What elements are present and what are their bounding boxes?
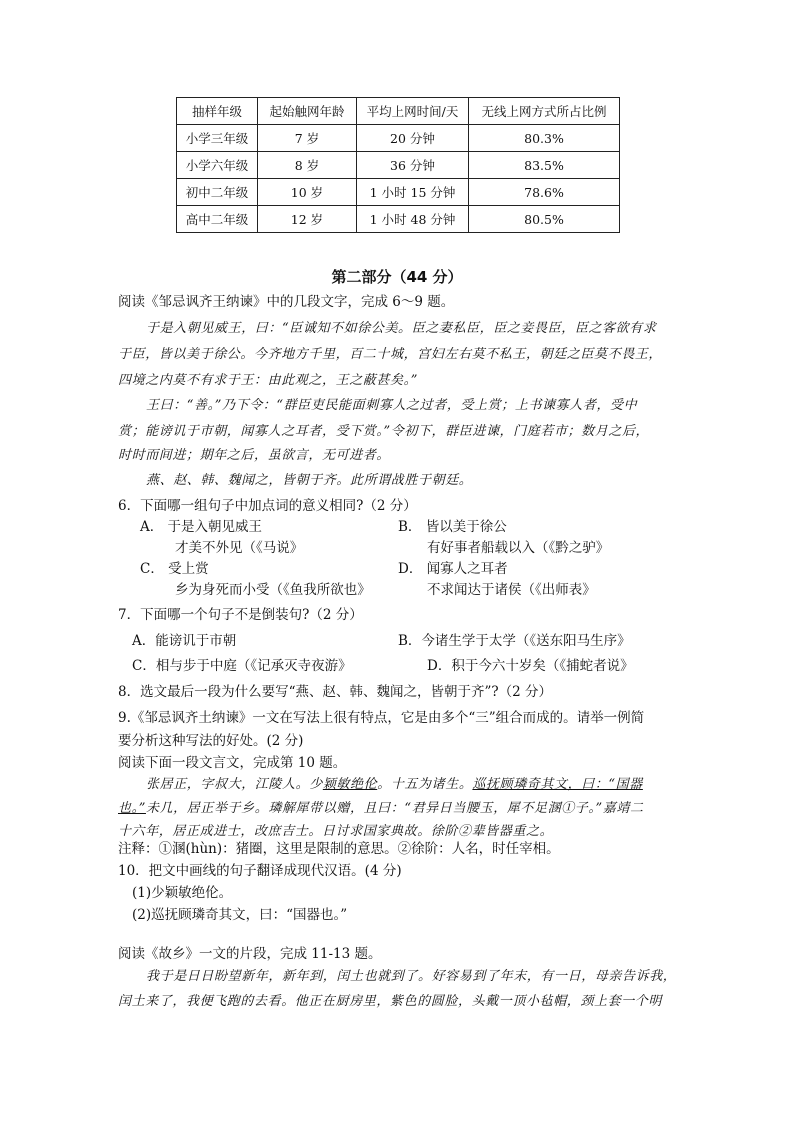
table-header: 平均上网时间/天 — [357, 98, 469, 125]
question-7: 7．下面哪一个句子不是倒装句?（2 分） — [118, 607, 363, 623]
survey-table — [176, 97, 620, 233]
table-cell: 36 分钟 — [357, 152, 469, 179]
underlined-sentence: 巡抚顾璘奇其文，曰：“国器 — [472, 777, 643, 792]
table-header: 抽样年级 — [177, 98, 258, 125]
classical-passage-line — [146, 776, 643, 794]
passage-line: 于是入朝见威王，曰：“臣诚知不如徐公美。臣之妻私臣，臣之妾畏臣，臣之客欲有求 — [146, 321, 657, 336]
question-9: 9.《邹忌讽齐土纳谏》一文在写法上很有特点，它是由多个“三”组合而成的。请举一例简 — [118, 710, 645, 726]
question-8: 8．选文最后一段为什么要写“燕、赵、韩、魏闻之，皆朝于齐”?（2 分） — [118, 684, 553, 700]
q10-sentence-1: (1)少颖敏绝伦。 — [132, 885, 233, 901]
table-row — [177, 125, 620, 152]
q6-option-a: A． 于是入朝见威王 — [140, 519, 263, 535]
table-cell: 初中二年级 — [177, 179, 258, 206]
q6-option-c: C． 受上赏 — [140, 561, 209, 577]
passage-text: 张居正，字叔大，江陵人。少 — [146, 777, 323, 792]
q6-option-b-ref: 有好事者船载以入（《黔之驴》 — [427, 540, 610, 556]
passage-text: 未几，居正举于乡。璘解犀带以赠，且曰：“君异日当腰玉，犀不足溷①子。”嘉靖二 — [145, 801, 644, 816]
passage-line: 于臣，皆以美于徐公。今齐地方千里，百二十城，宫妇左右莫不私王，朝廷之臣莫不畏王， — [118, 347, 663, 362]
table-cell: 8 岁 — [258, 152, 357, 179]
q6-option-d-ref: 不求闻达于诸侯（《出师表》 — [427, 582, 596, 598]
section-title: 第二部分（44 分） — [331, 268, 463, 286]
table-cell: 小学六年级 — [177, 152, 258, 179]
passage-line: 王曰：“善。”乃下令：“群臣吏民能面刺寡人之过者，受上赏；上书谏寡人者，受中 — [146, 398, 638, 413]
q6-option-b: B． 皆以美于徐公 — [398, 519, 507, 535]
table-row — [177, 152, 620, 179]
table-header: 起始触网年龄 — [258, 98, 357, 125]
table-cell: 78.6% — [469, 179, 620, 206]
annotation-note: 注释：①溷(hùn)：猪圈，这里是限制的意思。②徐阶：人名，时任宰相。 — [118, 841, 560, 857]
table-header-row — [177, 98, 620, 125]
table-cell: 10 岁 — [258, 179, 357, 206]
table-row — [177, 179, 620, 206]
q7-option-a: A．能谤讥于市朝 — [132, 633, 237, 649]
q10-sentence-2: (2)巡抚顾璘奇其文，曰：“国器也。” — [132, 907, 348, 923]
table-cell: 1 小时 48 分钟 — [357, 206, 469, 233]
q7-option-d: D．积于今六十岁矣（《捕蛇者说》 — [427, 658, 634, 674]
q6-option-a-ref: 才美不外见（《马说》 — [175, 540, 304, 556]
q7-option-c: C．相与步于中庭（《记承灭寺夜游》 — [132, 658, 352, 674]
table-cell: 高中二年级 — [177, 206, 258, 233]
table-header: 无线上网方式所占比例 — [469, 98, 620, 125]
table-cell: 12 岁 — [258, 206, 357, 233]
passage-line: 赏；能谤讥于市朝，闻寡人之耳者，受下赏。”令初下，群臣进谏，门庭若市；数月之后， — [118, 424, 650, 439]
guxiang-intro: 阅读《故乡》一文的片段，完成 11-13 题。 — [118, 946, 382, 962]
q10-intro: 阅读下面一段文言文，完成第 10 题。 — [118, 755, 347, 771]
table-cell: 80.5% — [469, 206, 620, 233]
passage-line: 闰土来了，我便飞跑的去看。他正在厨房里，紫色的圆脸，头戴一顶小毡帽，颈上套一个明 — [118, 994, 663, 1009]
underlined-sentence: 颖敏绝伦 — [322, 777, 378, 792]
table-cell: 1 小时 15 分钟 — [357, 179, 469, 206]
passage-text: 。十五为诸生。 — [377, 777, 473, 792]
table-cell: 7 岁 — [258, 125, 357, 152]
table-row — [177, 206, 620, 233]
table-cell: 20 分钟 — [357, 125, 469, 152]
underlined-sentence: 也。” — [118, 801, 146, 816]
table-cell: 80.3% — [469, 125, 620, 152]
question-9-cont: 要分析这种写法的好处。(2 分) — [118, 733, 304, 749]
classical-passage-line — [118, 800, 644, 818]
q6-option-d: D． 闻寡人之耳者 — [398, 561, 508, 577]
passage-line: 四境之内莫不有求于王：由此观之，王之蔽甚矣。” — [118, 373, 418, 388]
passage-line: 燕、赵、韩、魏闻之，皆朝于齐。此所谓战胜于朝廷。 — [146, 473, 473, 488]
question-10: 10．把文中画线的句子翻译成现代汉语。(4 分) — [118, 863, 402, 879]
passage-line: 时时而间进；期年之后，虽欲言，无可进者。 — [118, 448, 391, 463]
q6-option-c-ref: 乡为身死而小受（《鱼我所欲也》 — [175, 582, 371, 598]
q7-option-b: B．今诸生学于太学（《送东阳马生序》 — [398, 633, 631, 649]
classical-passage-line: 十六年，居正成进士，改庶吉士。日讨求国家典故。徐阶②辈皆器重之。 — [118, 824, 554, 839]
passage-line: 我于是日日盼望新年，新年到，闰土也就到了。好容易到了年末，有一日，母亲告诉我， — [146, 969, 677, 984]
table-cell: 小学三年级 — [177, 125, 258, 152]
reading-intro: 阅读《邹忌讽齐王纳谏》中的几段文字，完成 6～9 题。 — [118, 294, 455, 310]
question-6: 6．下面哪一组句子中加点词的意义相同?（2 分） — [118, 498, 417, 514]
table-cell: 83.5% — [469, 152, 620, 179]
